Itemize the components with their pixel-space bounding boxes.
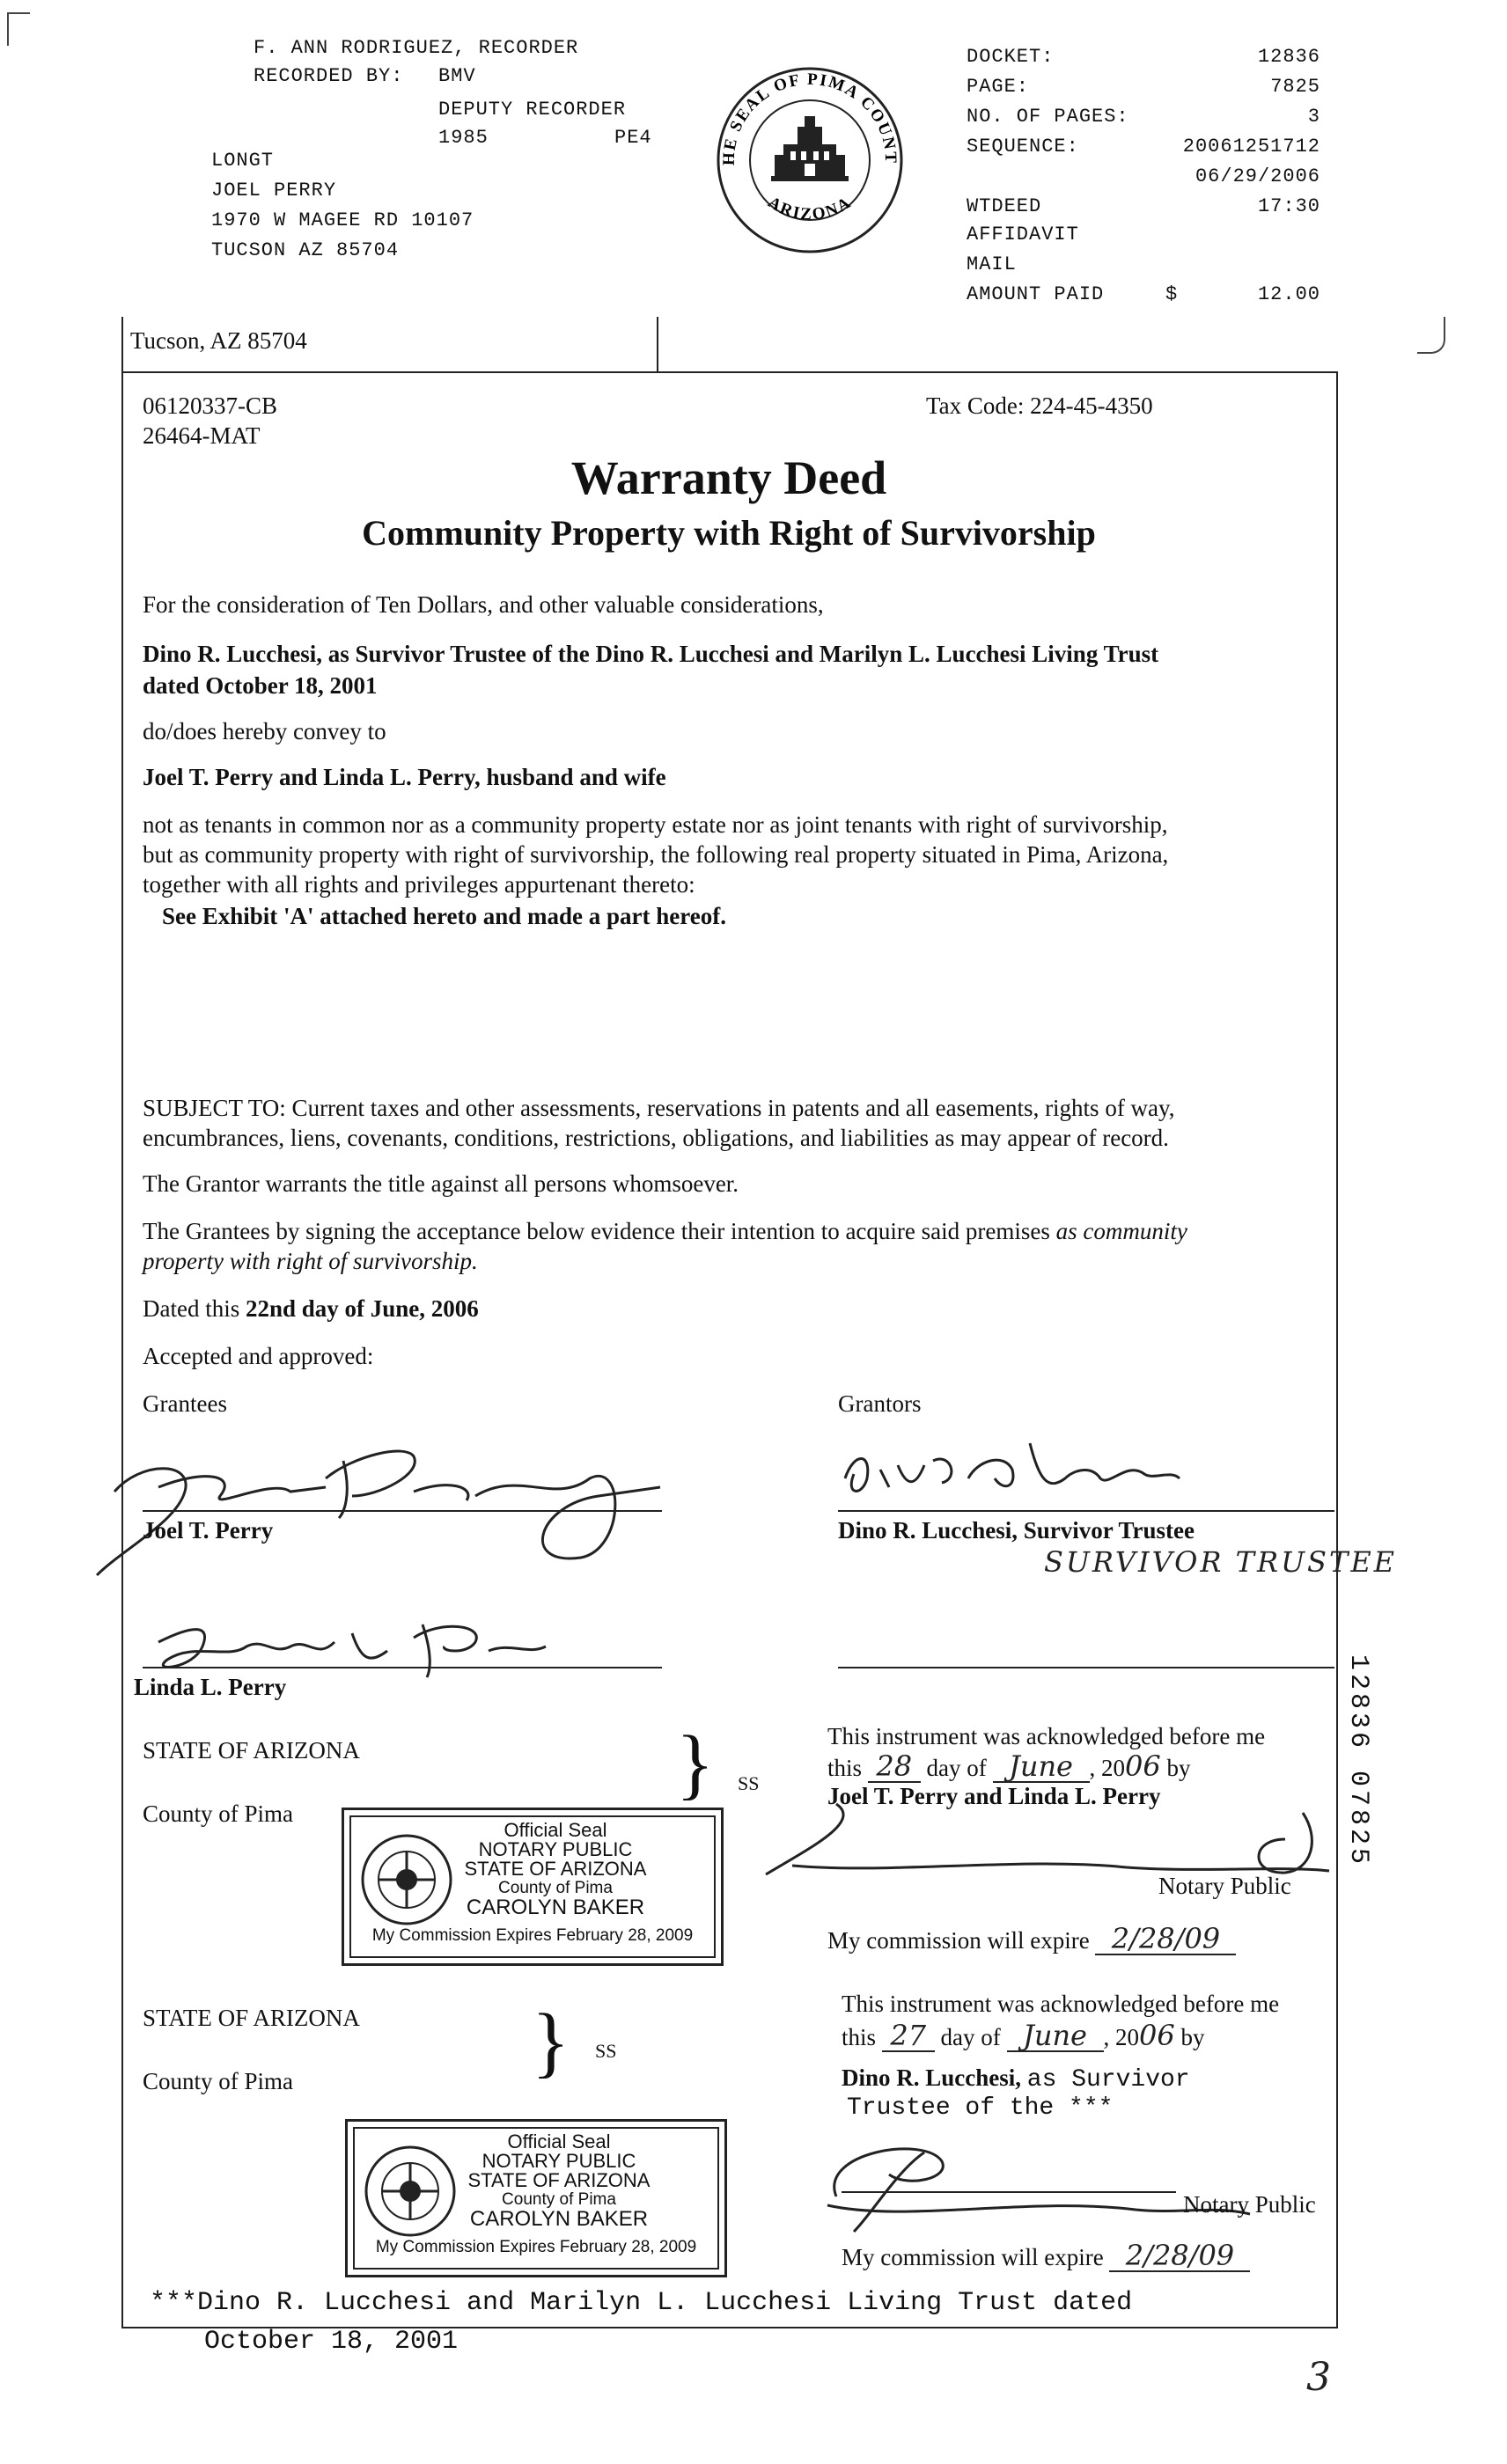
pages-value: 3	[1307, 106, 1320, 128]
recording-time: 17:30	[1257, 195, 1320, 217]
notary2-ack-name-line	[842, 2063, 1190, 2095]
docket-label: DOCKET:	[967, 46, 1055, 68]
notary1-ack-dayof: day of	[926, 1755, 987, 1781]
stamp1-line2: NOTARY PUBLIC	[478, 1838, 633, 1860]
notary2-state: STATE OF ARIZONA	[143, 2005, 360, 2031]
sequence-value: 20061251712	[1182, 136, 1320, 158]
docket-value: 12836	[1257, 46, 1320, 68]
acceptance-line-1	[143, 1216, 1187, 1246]
exhibit-reference: See Exhibit 'A' attached hereto and made a part hereof.	[162, 903, 726, 929]
tax-code: Tax Code: 224-45-4350	[926, 392, 1153, 419]
deputy-station: PE4	[614, 127, 652, 149]
grantor1-handwritten-title: SURVIVOR TRUSTEE	[1044, 1545, 1398, 1579]
file-number-1: 06120337-CB	[143, 392, 278, 419]
grantor1-signature-line	[838, 1510, 1334, 1512]
notary1-ack-year: 06	[1125, 1749, 1161, 1783]
page-label: PAGE:	[967, 76, 1030, 98]
box-city-line: Tucson, AZ 85704	[130, 327, 307, 354]
grantee1-signature	[62, 1408, 678, 1584]
notary2-ss: SS	[595, 2040, 617, 2062]
notary2-stamp	[345, 2119, 727, 2277]
doc-type-1: WTDEED	[967, 195, 1042, 217]
grantor-line-2: dated October 18, 2001	[143, 672, 378, 699]
notary1-expire-date: 2/28/09	[1095, 1924, 1236, 1955]
notary2-ack-name-line2: Trustee of the ***	[847, 2094, 1114, 2122]
seal-text-top: THE SEAL OF PIMA COUNTY	[706, 49, 901, 166]
seal-text-bottom: ARIZONA	[764, 193, 856, 224]
notary2-signature	[801, 2100, 1259, 2240]
notary2-ack-by: by	[1180, 2024, 1205, 2050]
stamp1-line1: Official Seal	[504, 1819, 607, 1841]
notary1-stamp	[342, 1808, 724, 1966]
stamp2-line3: STATE OF ARIZONA	[467, 2169, 651, 2191]
stamp1-line5: CAROLYN BAKER	[466, 1896, 645, 1919]
notary2-ack-dayof: day of	[940, 2024, 1001, 2050]
doc-type-3: MAIL	[967, 253, 1017, 275]
convey-text: do/does hereby convey to	[143, 718, 386, 744]
grantees-label: Grantees	[143, 1390, 227, 1417]
notary1-ack-month: June	[993, 1751, 1090, 1783]
margin-docket-stamp: 12836 07825	[1343, 1654, 1373, 1868]
grantee2-name: Linda L. Perry	[134, 1674, 287, 1700]
dated-date: 22nd day of June, 2006	[245, 1295, 479, 1322]
stamp2-line4: County of Pima	[502, 2190, 616, 2209]
notary2-ack-day: 27	[882, 2020, 935, 2052]
property-line-2: but as community property with right of survivorship, the following real property situated in Pima, Arizona,	[143, 841, 1169, 868]
grantor1-name: Dino R. Lucchesi, Survivor Trustee	[838, 1517, 1195, 1544]
file-number-2: 26464-MAT	[143, 422, 261, 449]
grantor1-signature	[827, 1426, 1215, 1514]
notary1-ack-day: 28	[868, 1751, 921, 1783]
amount-label: AMOUNT PAID	[967, 283, 1105, 305]
notary2-ack-line1: This instrument was acknowledged before me	[842, 1991, 1280, 2017]
stamp2-line2: NOTARY PUBLIC	[482, 2150, 636, 2172]
notary1-ack-line1: This instrument was acknowledged before me	[827, 1723, 1266, 1749]
acceptance-italic: as community	[1055, 1218, 1187, 1244]
notary2-ack-this: this	[842, 2024, 877, 2050]
stamp1-line4: County of Pima	[498, 1879, 613, 1897]
pages-label: NO. OF PAGES:	[967, 106, 1129, 128]
notary2-ack-name-rest: as Survivor	[1026, 2066, 1190, 2094]
return-code: LONGT	[211, 150, 275, 172]
grantee2-signature-line	[143, 1667, 662, 1668]
notary2-public-label: Notary Public	[1183, 2191, 1316, 2218]
page-mark: 3	[1306, 2355, 1331, 2400]
notary1-county: County of Pima	[143, 1800, 294, 1827]
notary1-ack-line2	[827, 1751, 1190, 1783]
stamp1-line6: My Commission Expires February 28, 2009	[371, 1926, 694, 1945]
notary2-signature-line	[842, 2191, 1176, 2193]
grantee1-signature-line	[143, 1510, 662, 1512]
subject-to-line-2: encumbrances, liens, covenants, conditions, restrictions, obligations, and liabilities as may appear of record.	[143, 1125, 1169, 1151]
warranty-statement: The Grantor warrants the title against all persons whomsoever.	[143, 1170, 739, 1197]
notary2-ack-name: Dino R. Lucchesi,	[842, 2064, 1022, 2091]
scan-edge-mark	[1417, 317, 1445, 354]
page-value: 7825	[1270, 76, 1320, 98]
amount-value: 12.00	[1257, 283, 1320, 305]
acceptance-text: The Grantees by signing the acceptance below evidence their intention to acquire said premises	[143, 1218, 1050, 1244]
recorder-name: F. ANN RODRIGUEZ, RECORDER	[254, 37, 579, 59]
stamp2-line1: Official Seal	[507, 2130, 611, 2152]
amount-currency: $	[1165, 283, 1179, 305]
recorded-by-value: BMV	[438, 65, 476, 87]
footnote-line1: ***Dino R. Lucchesi and Marilyn L. Lucchesi Living Trust dated	[150, 2288, 1133, 2318]
acceptance-line-2: property with right of survivorship.	[143, 1248, 478, 1274]
notary1-ack-by: by	[1166, 1755, 1191, 1781]
stamp2-line5: CAROLYN BAKER	[469, 2207, 649, 2231]
notary1-state: STATE OF ARIZONA	[143, 1737, 360, 1764]
recording-date: 06/29/2006	[1195, 165, 1320, 187]
return-name: JOEL PERRY	[211, 180, 337, 202]
deputy-recorder-label: DEPUTY RECORDER	[438, 99, 627, 121]
notary1-ack-year-prefix: , 20	[1089, 1755, 1125, 1781]
svg-text:ARIZONA	[765, 193, 856, 224]
grantor-line-1: Dino R. Lucchesi, as Survivor Trustee of the Dino R. Lucchesi and Marilyn L. Lucchesi Living Trust	[143, 641, 1159, 667]
notary1-signature	[757, 1786, 1338, 1883]
return-street: 1970 W MAGEE RD 10107	[211, 209, 474, 231]
notary1-public-label: Notary Public	[1158, 1873, 1291, 1899]
notary2-brace: }	[532, 1998, 570, 2086]
grantors-label: Grantors	[838, 1390, 922, 1417]
notary1-ss: SS	[738, 1772, 760, 1794]
notary2-ack-year-prefix: , 20	[1103, 2024, 1139, 2050]
notary1-brace: }	[676, 1720, 715, 1808]
doc-type-2: AFFIDAVIT	[967, 224, 1079, 246]
scan-corner-mark	[7, 12, 30, 46]
dated-line	[143, 1294, 479, 1324]
grantees-line: Joel T. Perry and Linda L. Perry, husband and wife	[143, 764, 666, 790]
notary2-ack-year: 06	[1139, 2019, 1175, 2052]
deed-subtitle: Community Property with Right of Survivorship	[362, 513, 1096, 553]
stamp1-line3: STATE OF ARIZONA	[464, 1858, 647, 1880]
property-line-3: together with all rights and privileges appurtenant thereto:	[143, 871, 695, 898]
dated-prefix: Dated this	[143, 1295, 240, 1322]
footnote-line2: October 18, 2001	[204, 2327, 459, 2357]
notary2-ack-month: June	[1007, 2020, 1104, 2052]
notary1-expire-label: My commission will expire	[827, 1927, 1090, 1954]
accepted-approved: Accepted and approved:	[143, 1343, 374, 1369]
notary2-county: County of Pima	[143, 2068, 294, 2094]
deputy-code: 1985	[438, 127, 489, 149]
notary2-ack-line2	[842, 2020, 1204, 2052]
sequence-label: SEQUENCE:	[967, 136, 1079, 158]
notary1-expire	[827, 1924, 1236, 1955]
recorded-by-label: RECORDED BY:	[254, 65, 404, 87]
subject-to-line-1: SUBJECT TO: Current taxes and other assessments, reservations in patents and all easements, rights of way,	[143, 1095, 1175, 1121]
notary2-expire	[842, 2240, 1250, 2272]
stamp2-line6: My Commission Expires February 28, 2009	[375, 2238, 697, 2256]
county-seal	[706, 49, 907, 257]
consideration: For the consideration of Ten Dollars, and other valuable considerations,	[143, 591, 824, 618]
grantor2-signature-line	[838, 1667, 1334, 1668]
notary2-expire-label: My commission will expire	[842, 2244, 1104, 2270]
return-city: TUCSON AZ 85704	[211, 239, 400, 261]
notary1-ack-names: Joel T. Perry and Linda L. Perry	[827, 1783, 1161, 1809]
grantee1-name: Joel T. Perry	[143, 1517, 274, 1544]
property-line-1: not as tenants in common nor as a community property estate nor as joint tenants with right of survivorship,	[143, 811, 1168, 838]
deed-title: Warranty Deed	[570, 451, 887, 504]
notary1-ack-this: this	[827, 1755, 863, 1781]
notary2-expire-date: 2/28/09	[1109, 2240, 1250, 2272]
